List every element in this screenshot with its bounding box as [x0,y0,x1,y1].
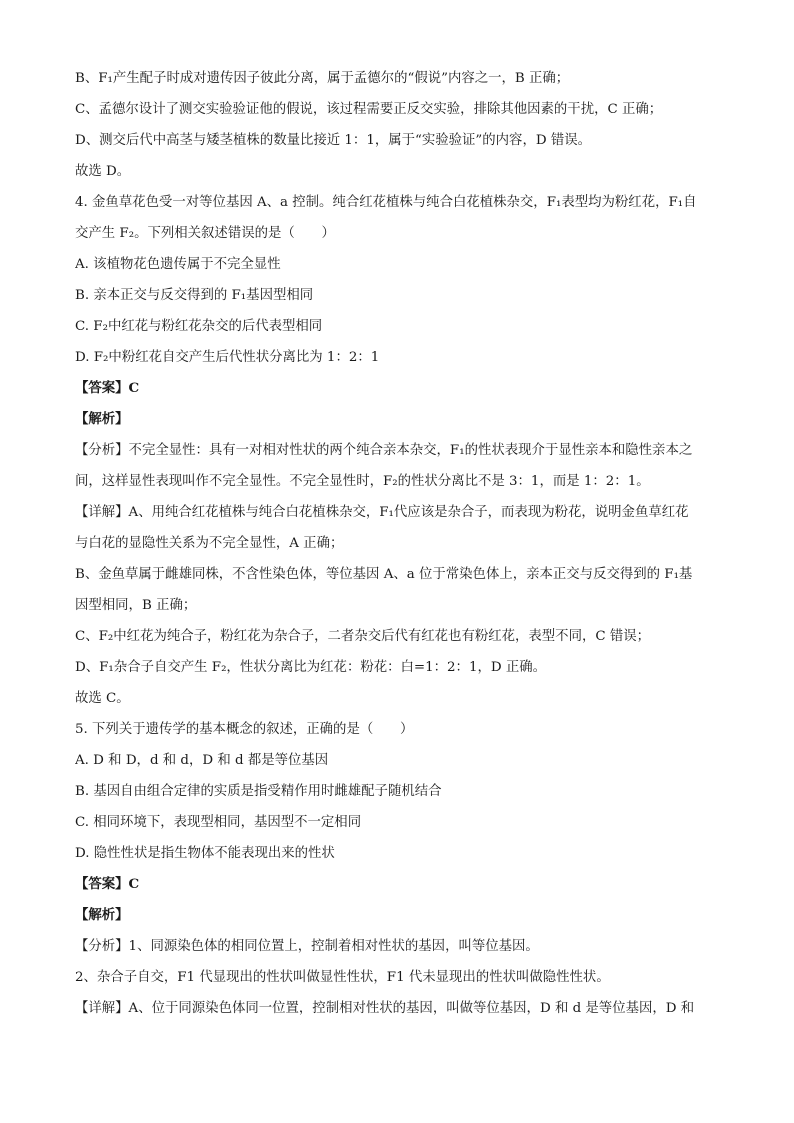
question-4-stem: 4. 金鱼草花色受一对等位基因 A、a 控制。纯合红花植株与纯合白花植株杂交，F₁表型均为粉红花，F₁自 [75,195,697,210]
option-b: B. 亲本正交与反交得到的 F₁基因型相同 [75,288,314,303]
answer-label: 【答案】C [75,380,140,396]
text-line: 故选 C。 [75,691,130,706]
text-line: 因型相同，B 正确； [75,598,197,613]
option-a: A. D 和 D，d 和 d，D 和 d 都是等位基因 [75,753,329,768]
text-line: 故选 D。 [75,164,131,179]
option-d: D. F₂中粉红花自交产生后代性状分离比为 1：2：1 [75,350,380,365]
option-b: B. 基因自由组合定律的实质是指受精作用时雌雄配子随机结合 [75,784,442,799]
text-line: 【详解】A、位于同源染色体同一位置，控制相对性状的基因，叫做等位基因，D 和 d 是等位基因，D 和 [75,1001,695,1016]
text-line: D、测交后代中高茎与矮茎植株的数量比接近 1：1，属于“实验验证”的内容，D 错误。 [75,133,591,148]
option-c: C. 相同环境下，表现型相同，基因型不一定相同 [75,815,362,830]
text-line: B、F₁产生配子时成对遗传因子彼此分离，属于孟德尔的“假说”内容之一，B 正确； [75,71,570,86]
text-line: B、金鱼草属于雌雄同株，不含性染色体，等位基因 A、a 位于常染色体上，亲本正交与反交得到的 F₁基 [75,567,693,582]
option-a: A. 该植物花色遗传属于不完全显性 [75,257,281,272]
text-line: 【分析】1、同源染色体的相同位置上，控制着相对性状的基因，叫等位基因。 [75,939,539,954]
option-d: D. 隐性性状是指生物体不能表现出来的性状 [75,846,335,861]
text-line: 【详解】A、用纯合红花植株与纯合白花植株杂交，F₁代应该是杂合子，而表现为粉花，说明金鱼草红花 [75,505,689,520]
analysis-label: 【解析】 [75,907,129,923]
text-line: 【分析】不完全显性：具有一对相对性状的两个纯合亲本杂交，F₁的性状表现介于显性亲本和隐性亲本之 [75,443,693,458]
text-line: 2、杂合子自交，F1 代显现出的性状叫做显性性状，F1 代未显现出的性状叫做隐性性状。 [75,970,610,985]
analysis-label: 【解析】 [75,411,129,427]
option-c: C. F₂中红花与粉红花杂交的后代表型相同 [75,319,323,334]
question-4-stem: 交产生 F₂。下列相关叙述错误的是（ ） [75,226,335,241]
text-line: 与白花的显隐性关系为不完全显性，A 正确； [75,536,344,551]
text-line: C、孟德尔设计了测交实验验证他的假说，该过程需要正反交实验，排除其他因素的干扰，C 正确； [75,102,663,117]
text-line: 间，这样显性表现叫作不完全显性。不完全显性时，F₂的性状分离比不是 3：1，而是 1：2：1。 [75,474,650,489]
document-body [75,63,721,1024]
text-line: D、F₁杂合子自交产生 F₂，性状分离比为红花：粉花：白=1：2：1，D 正确。 [75,660,547,675]
answer-label: 【答案】C [75,876,140,892]
question-5-stem: 5. 下列关于遗传学的基本概念的叙述，正确的是（ ） [75,722,414,737]
text-line: C、F₂中红花为纯合子，粉红花为杂合子，二者杂交后代有红花也有粉红花，表型不同，C 错误； [75,629,651,644]
